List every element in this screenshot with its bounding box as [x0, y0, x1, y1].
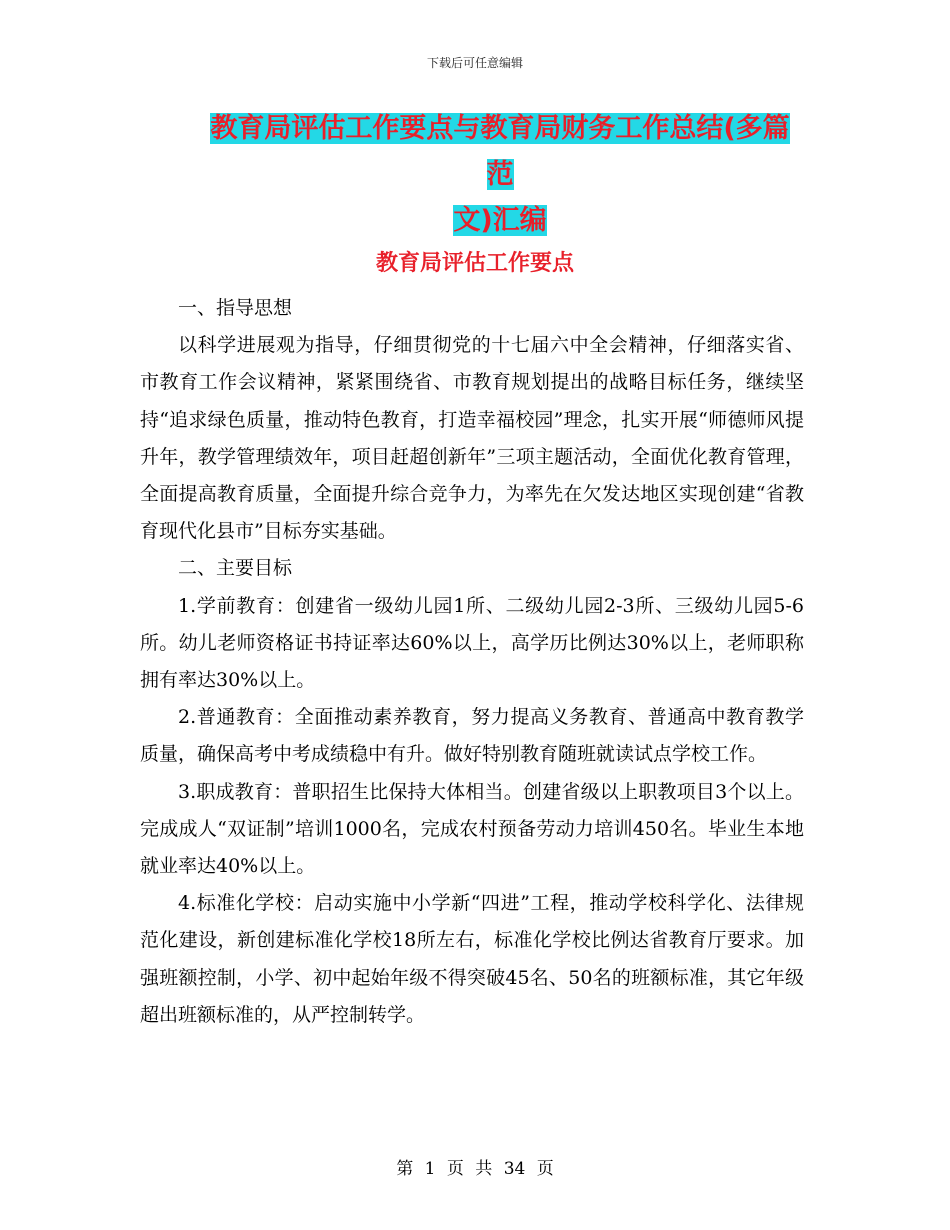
heading-main-goals: 二、主要目标	[178, 557, 293, 580]
paragraph-guiding-ideology: 以科学进展观为指导，仔细贯彻党的十七届六中全会精神，仔细落实省、市教育工作会议精神，紧紧围绕省、市教育规划提出的战略目标任务，继续坚持“追求绿色质量，推动特色教育，打造幸福校园”理念，扎实开展“师德师风提升年，教学管理绩效年，项目赶超创新年”三项主题活动，全面优化教育管理，全面提高教育质量，全面提升综合竞争力，为率先在欠发达地区实现创建“省教育现代化县市”目标夯实基础。	[140, 334, 804, 543]
section-title: 教育局评估工作要点	[375, 251, 574, 276]
paragraph-standardized-schools: 4.标准化学校：启动实施中小学新“四进”工程，推动学校科学化、法律规范化建设，新创建标准化学校18所左右，标准化学校比例达省教育厅要求。加强班额控制，小学、初中起始年级不得突破45名、50名的班额标准，其它年级超出班额标准的，从严控制转学。	[140, 892, 804, 1026]
heading-guiding-ideology: 一、指导思想	[178, 297, 293, 319]
document-title-line-2: 文)汇编	[453, 205, 547, 236]
document-title-line-1: 教育局评估工作要点与教育局财务工作总结(多篇范	[210, 113, 790, 190]
paragraph-general-education: 2.普通教育：全面推动素养教育，努力提高义务教育、普通高中教育教学质量，确保高考中考成绩稳中有升。做好特别教育随班就读试点学校工作。	[140, 706, 804, 766]
header-note: 下载后可任意编辑	[426, 56, 523, 70]
paragraph-preschool-education: 1.学前教育：创建省一级幼儿园1所、二级幼儿园2-3所、三级幼儿园5-6所。幼儿老师资格证书持证率达60%以上，高学历比例达30%以上，老师职称拥有率达30%以上。	[140, 594, 804, 692]
section-body	[140, 290, 804, 1034]
paragraph-vocational-education: 3.职成教育：普职招生比保持大体相当。创建省级以上职教项目3个以上。完成成人“双证制”培训1000名，完成农村预备劳动力培训450名。毕业生本地就业率达40%以上。	[140, 780, 804, 878]
page-footer: 第 1 页 共 34 页	[396, 1159, 554, 1179]
document-title	[200, 106, 800, 244]
